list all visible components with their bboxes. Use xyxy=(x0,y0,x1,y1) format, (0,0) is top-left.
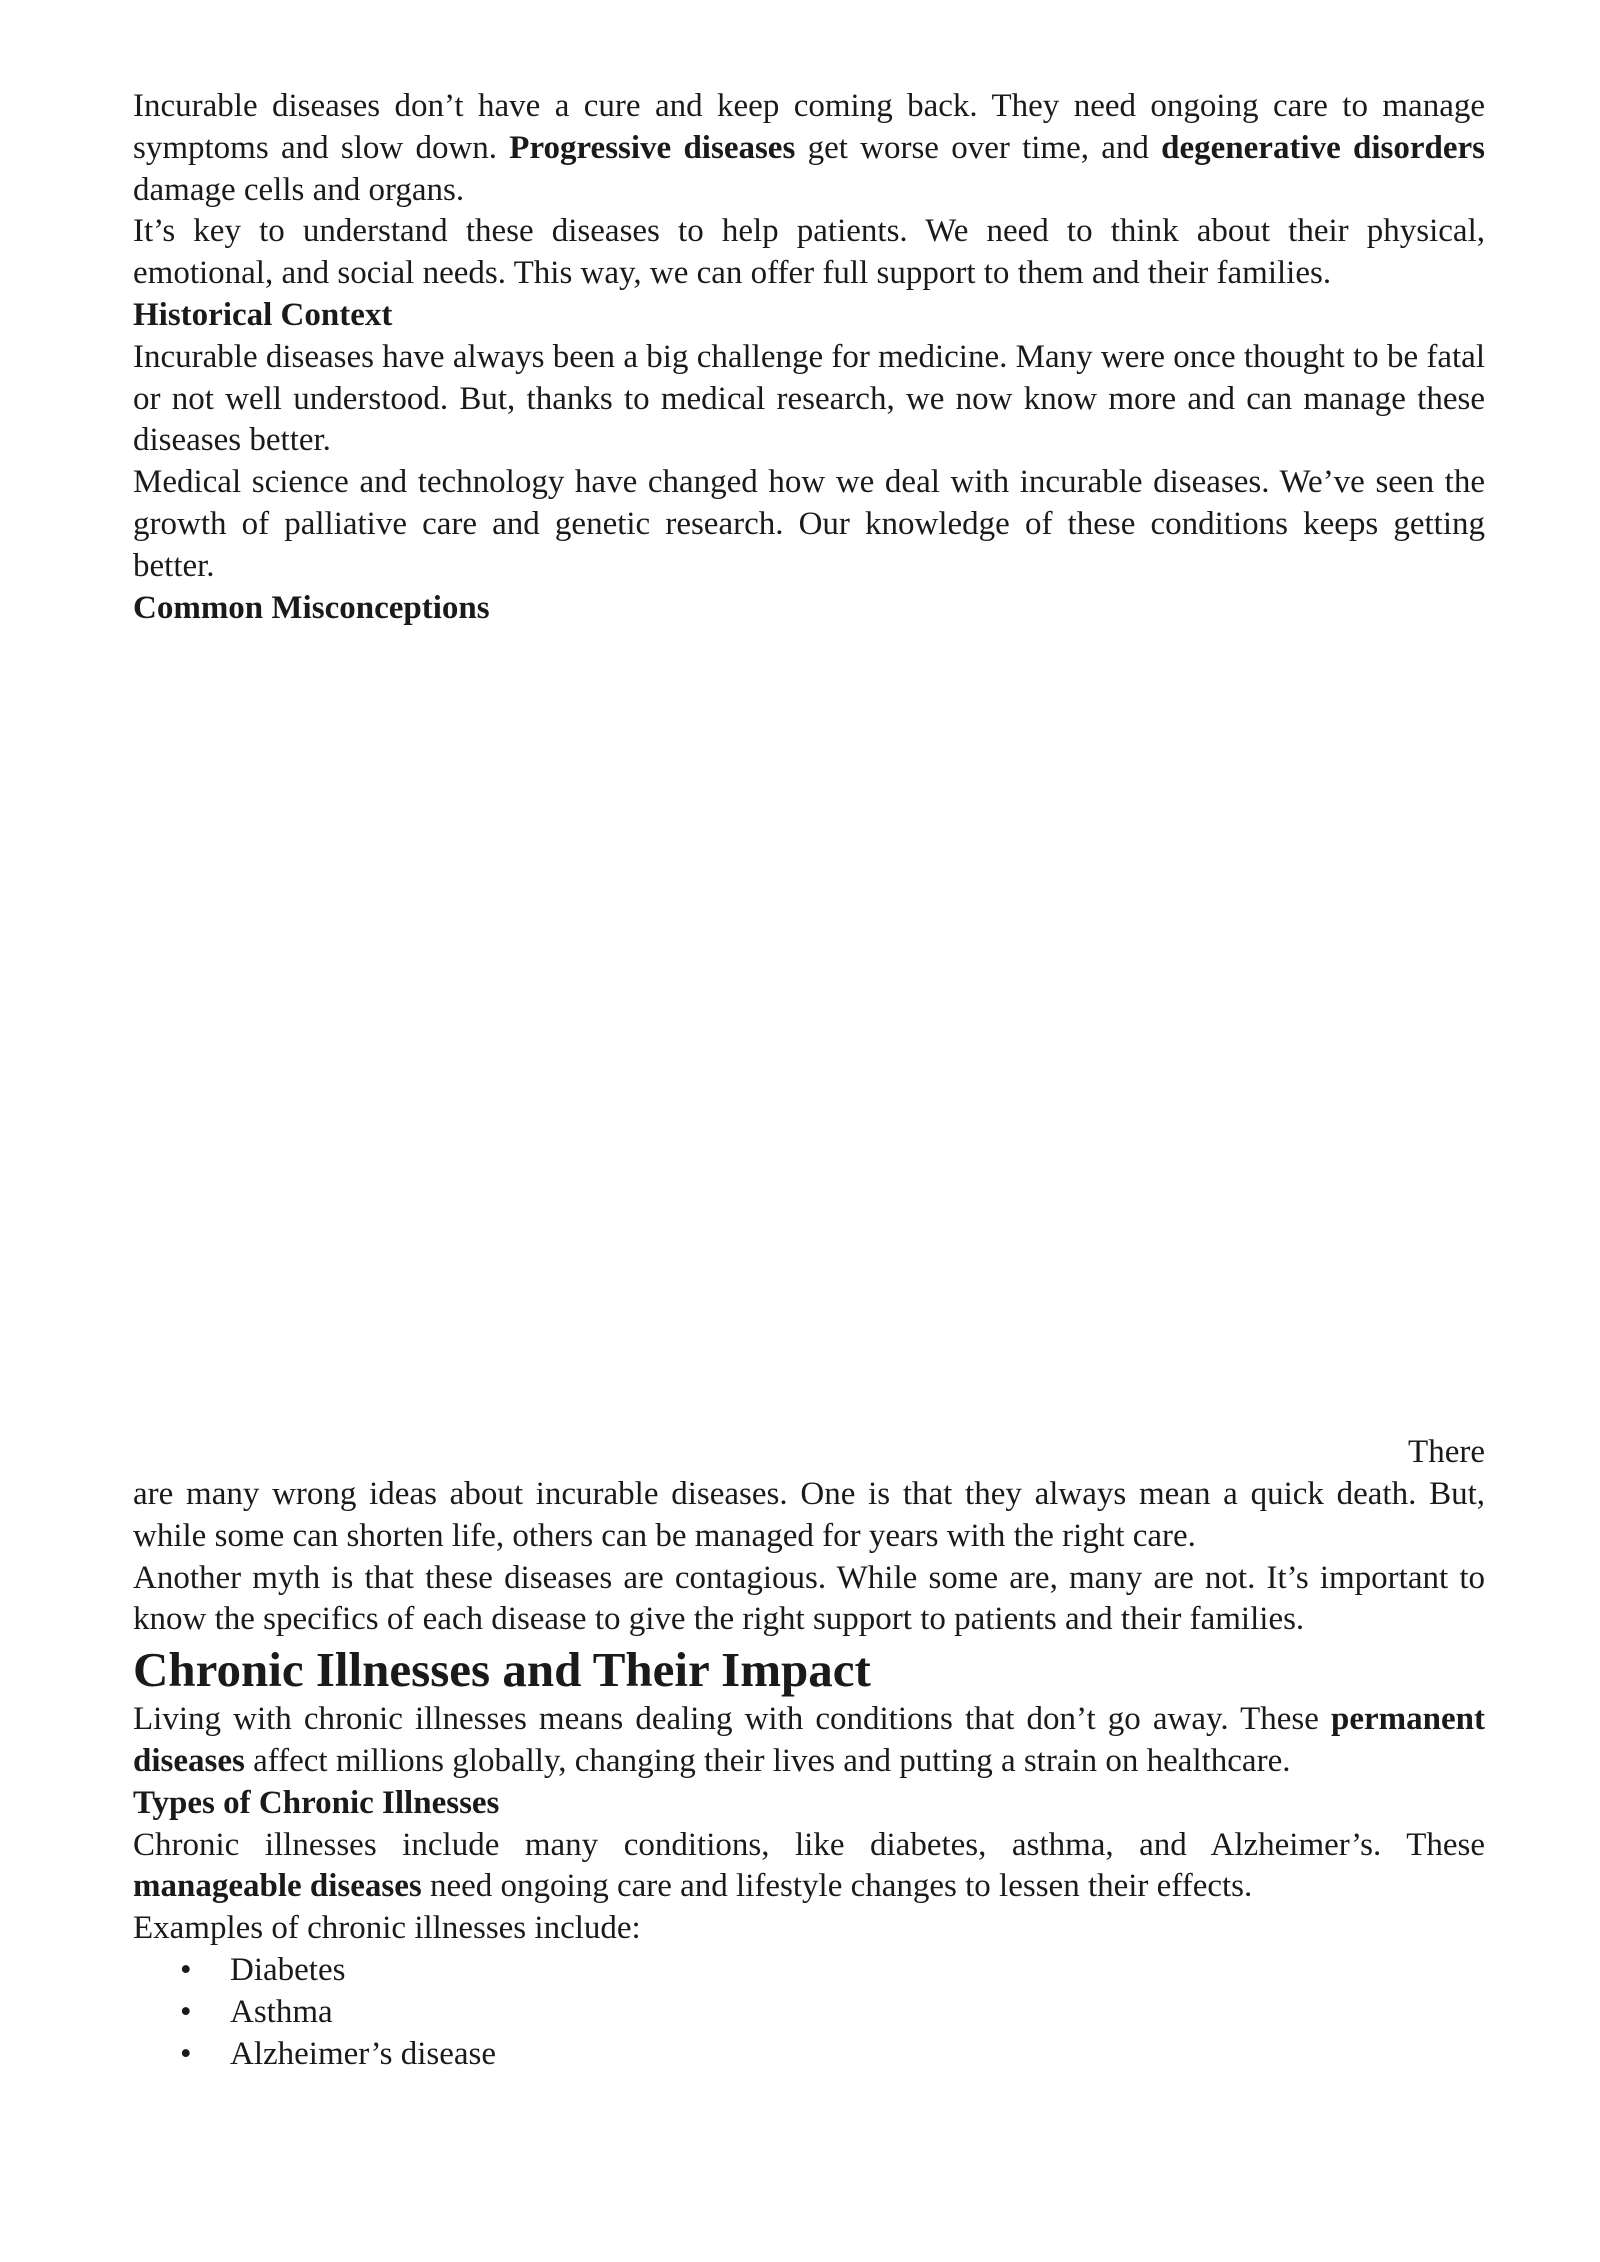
text-run: Incurable diseases don’t have a cure and keep coming back. They need ongoing care to manage symptoms and slow down. xyxy=(133,88,1485,166)
text-run: affect millions globally, changing their lives and putting a strain on healthcare. xyxy=(244,1742,1291,1779)
bullet-icon: • xyxy=(180,1951,192,1988)
bold-term-permanent-diseases: permanent diseases xyxy=(133,1701,1485,1779)
examples-intro: Examples of chronic illnesses include: xyxy=(133,1910,641,1947)
bold-term-progressive-diseases: Progressive diseases xyxy=(509,129,796,166)
there-line xyxy=(133,1432,1485,1474)
text-run: Living with chronic illnesses means dealing with conditions that don’t go away. These xyxy=(133,1701,1332,1738)
bold-term-degenerative-disorders: degenerative disorders xyxy=(1161,129,1486,166)
heading-types-of-chronic-illnesses: Types of Chronic Illnesses xyxy=(133,1784,500,1821)
heading-common-misconceptions: Common Misconceptions xyxy=(133,589,490,626)
misconceptions-paragraph-2: Another myth is that these diseases are contagious. While some are, many are not. It’s important to know the specifics of each disease to give the right support to patients and their families. xyxy=(133,1559,1485,1638)
list-item-label: Diabetes xyxy=(230,1951,346,1988)
heading-historical-context: Historical Context xyxy=(133,296,393,333)
bold-term-manageable-diseases: manageable diseases xyxy=(133,1868,422,1905)
bullet-icon: • xyxy=(180,2035,192,2072)
bullet-icon: • xyxy=(180,1993,192,2030)
list-item xyxy=(133,2034,1485,2076)
intro-section xyxy=(133,86,1485,629)
intro-paragraph-2: It’s key to understand these diseases to help patients. We need to think about their physical, emotional, and social needs. This way, we can offer full support to them and their families. xyxy=(133,213,1485,292)
text-run: Chronic illnesses include many conditions, like diabetes, asthma, and Alzheimer’s. These xyxy=(133,1826,1485,1863)
text-run: need ongoing care and lifestyle changes to lessen their effects. xyxy=(421,1868,1253,1905)
list-item xyxy=(133,1950,1485,1992)
historical-paragraph-2: Medical science and technology have changed how we deal with incurable diseases. We’ve seen the growth of palliative care and genetic research. Our knowledge of these conditions keeps getting better. xyxy=(133,464,1485,584)
historical-paragraph-1: Incurable diseases have always been a big challenge for medicine. Many were once thought to be fatal or not well understood. But, thanks to medical research, we now know more and can manage these diseases better. xyxy=(133,338,1485,459)
list-item-label: Asthma xyxy=(230,1993,333,2030)
heading-chronic-illnesses: Chronic Illnesses and Their Impact xyxy=(133,1642,871,1698)
list-item-label: Alzheimer’s disease xyxy=(230,2035,497,2072)
continuation-word: There xyxy=(1408,1434,1485,1470)
chronic-paragraph-2 xyxy=(133,1825,1485,1909)
lower-section xyxy=(133,1474,1485,2075)
misconceptions-paragraph-1: are many wrong ideas about incurable diseases. One is that they always mean a quick death. But, while some can shorten life, others can be managed for years with the right care. xyxy=(133,1476,1485,1554)
text-run: damage cells and organs. xyxy=(133,171,465,208)
chronic-paragraph-1 xyxy=(133,1699,1485,1783)
intro-paragraph-1 xyxy=(133,86,1485,211)
examples-list xyxy=(133,1950,1485,2075)
text-run: get worse over time, and xyxy=(795,129,1162,166)
list-item xyxy=(133,1992,1485,2034)
